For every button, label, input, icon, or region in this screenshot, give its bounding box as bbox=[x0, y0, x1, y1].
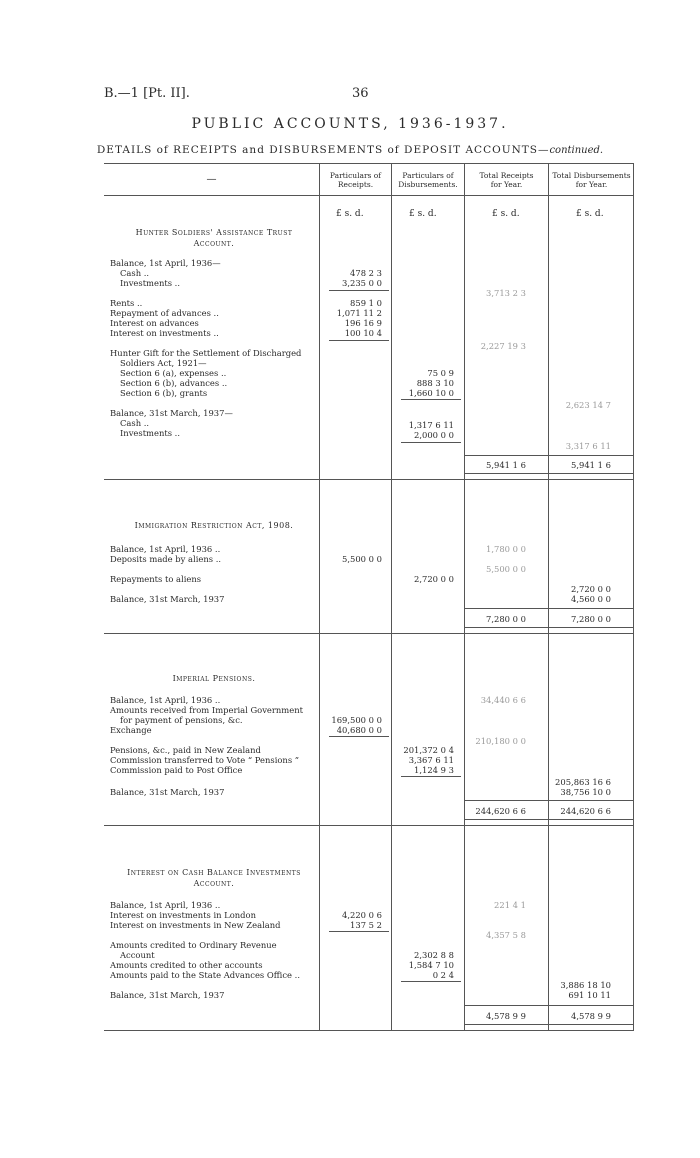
section-title-l2: Account. bbox=[193, 879, 235, 888]
amount: 205,863 16 6 bbox=[555, 777, 611, 787]
currency-c4: £ s. d. bbox=[576, 209, 604, 219]
amount: 3,367 6 11 bbox=[408, 755, 454, 765]
currency-c1: £ s. d. bbox=[336, 209, 364, 219]
col-header-td-l2: for Year. bbox=[575, 180, 608, 189]
table-top-rule bbox=[104, 163, 634, 164]
section-separator bbox=[104, 479, 634, 480]
subtitle-main: DETAILS of RECEIPTS and DISBURSEMENTS of DEPOSIT ACCOUNTS— bbox=[96, 144, 550, 156]
row-label: Balance, 31st March, 1937 bbox=[110, 990, 225, 1000]
row-label: Interest on investments .. bbox=[110, 328, 219, 338]
col-header-disb-l2: Disbursements. bbox=[398, 180, 458, 189]
section-title-l1: Hunter Soldiers' Assistance Trust bbox=[135, 228, 293, 237]
amount: 3,317 6 11 bbox=[565, 441, 611, 451]
row-label: Amounts paid to the State Advances Office .. bbox=[110, 970, 300, 980]
total-rule-bottom bbox=[465, 473, 633, 474]
amount: 34,440 6 6 bbox=[480, 695, 526, 705]
row-label: Interest on investments in New Zealand bbox=[110, 920, 281, 930]
amount: 5,500 0 0 bbox=[486, 564, 526, 574]
amount: 1,780 0 0 bbox=[486, 544, 526, 554]
section-separator bbox=[104, 633, 634, 634]
row-label: Balance, 31st March, 1937 bbox=[110, 787, 225, 797]
sum-rule bbox=[401, 442, 461, 443]
amount: 210,180 0 0 bbox=[475, 736, 526, 746]
amount: 2,623 14 7 bbox=[565, 400, 611, 410]
sum-rule bbox=[401, 399, 461, 400]
col-header-tr-l2: for Year. bbox=[490, 180, 523, 189]
section-separator bbox=[104, 825, 634, 826]
amount: 2,720 0 0 bbox=[414, 574, 454, 584]
report-reference: B.—1 [Pt. II]. bbox=[104, 86, 190, 101]
amount: 2,720 0 0 bbox=[571, 584, 611, 594]
row-label: Interest on advances bbox=[110, 318, 199, 328]
col-header-receipts-l2: Receipts. bbox=[337, 180, 374, 189]
row-label: Soldiers Act, 1921— bbox=[120, 358, 207, 368]
total-rule-bottom bbox=[465, 819, 633, 820]
deposit-accounts-table bbox=[104, 163, 634, 1031]
amount: 137 5 2 bbox=[350, 920, 382, 930]
section-title: Immigration Restriction Act, 1908. bbox=[134, 521, 294, 530]
col-header-total-disbursements bbox=[549, 171, 634, 189]
row-label: Amounts credited to Ordinary Revenue bbox=[110, 940, 277, 950]
subtitle-continued: continued. bbox=[549, 145, 604, 156]
amount: 5,500 0 0 bbox=[342, 554, 382, 564]
sum-rule bbox=[401, 776, 461, 777]
amount: 1,584 7 10 bbox=[408, 960, 454, 970]
grand-total: 5,941 1 6 bbox=[571, 460, 611, 470]
row-label: Exchange bbox=[110, 725, 152, 735]
amount: 3,235 0 0 bbox=[342, 278, 382, 288]
col-header-total-receipts bbox=[465, 171, 548, 189]
row-label: Cash .. bbox=[120, 268, 150, 278]
total-rule-top bbox=[465, 800, 633, 801]
amount: 4,560 0 0 bbox=[571, 594, 611, 604]
amount: 1,071 11 2 bbox=[336, 308, 382, 318]
sum-rule bbox=[329, 290, 389, 291]
col-header-disb-l1: Particulars of bbox=[402, 171, 454, 180]
sum-rule bbox=[329, 340, 389, 341]
total-rule-top bbox=[465, 1005, 633, 1006]
col-header-blank: — bbox=[206, 174, 217, 185]
amount: 888 3 10 bbox=[416, 378, 454, 388]
row-label: Cash .. bbox=[120, 418, 150, 428]
row-label: for payment of pensions, &c. bbox=[120, 715, 243, 725]
row-label: Balance, 1st April, 1936 .. bbox=[110, 695, 221, 705]
section-title: Imperial Pensions. bbox=[172, 674, 256, 683]
amount: 2,302 8 8 bbox=[414, 950, 454, 960]
grand-total: 5,941 1 6 bbox=[486, 460, 526, 470]
amount: 201,372 0 4 bbox=[403, 745, 454, 755]
currency-c3: £ s. d. bbox=[492, 209, 520, 219]
row-label: Balance, 31st March, 1937— bbox=[110, 408, 233, 418]
sum-rule bbox=[401, 981, 461, 982]
amount: 2,227 19 3 bbox=[480, 341, 526, 351]
col-rule-5 bbox=[633, 163, 634, 1031]
col-rule-4 bbox=[548, 163, 549, 1031]
grand-total: 244,620 6 6 bbox=[475, 806, 526, 816]
col-header-disbursements bbox=[392, 171, 464, 189]
grand-total: 7,280 0 0 bbox=[571, 614, 611, 624]
row-label: Repayment of advances .. bbox=[110, 308, 219, 318]
col-header-tr-l1: Total Receipts bbox=[479, 171, 534, 180]
row-label: Investments .. bbox=[120, 428, 180, 438]
amount: 0 2 4 bbox=[432, 970, 454, 980]
row-label: Balance, 1st April, 1936 .. bbox=[110, 544, 221, 554]
row-label: Pensions, &c., paid in New Zealand bbox=[110, 745, 261, 755]
amount: 691 10 11 bbox=[568, 990, 611, 1000]
row-label: Account bbox=[120, 950, 155, 960]
total-rule-bottom bbox=[465, 627, 633, 628]
amount: 100 10 4 bbox=[344, 328, 382, 338]
section-title bbox=[110, 227, 318, 249]
amount: 3,886 18 10 bbox=[560, 980, 611, 990]
amount: 3,713 2 3 bbox=[486, 288, 526, 298]
table-header-rule bbox=[104, 195, 634, 196]
page-title: PUBLIC ACCOUNTS, 1936-1937. bbox=[191, 116, 509, 132]
amount: 478 2 3 bbox=[350, 268, 382, 278]
page-number: 36 bbox=[352, 86, 369, 101]
row-label: Investments .. bbox=[120, 278, 180, 288]
amount: 4,357 5 8 bbox=[486, 930, 526, 940]
amount: 1,317 6 11 bbox=[408, 420, 454, 430]
sum-rule bbox=[329, 736, 389, 737]
row-label: Section 6 (a), expenses .. bbox=[120, 368, 227, 378]
amount: 221 4 1 bbox=[494, 900, 526, 910]
row-label: Balance, 31st March, 1937 bbox=[110, 594, 225, 604]
currency-c2: £ s. d. bbox=[409, 209, 437, 219]
row-label: Commission transferred to Vote “ Pensions ” bbox=[110, 755, 300, 765]
row-label: Amounts received from Imperial Government bbox=[110, 705, 303, 715]
row-label: Repayments to aliens bbox=[110, 574, 202, 584]
row-label: Section 6 (b), advances .. bbox=[120, 378, 228, 388]
section-title bbox=[110, 867, 318, 889]
col-rule-3 bbox=[464, 163, 465, 1031]
amount: 38,756 10 0 bbox=[560, 787, 611, 797]
row-label: Balance, 1st April, 1936— bbox=[110, 258, 221, 268]
amount: 169,500 0 0 bbox=[331, 715, 382, 725]
row-label: Balance, 1st April, 1936 .. bbox=[110, 900, 221, 910]
row-label: Hunter Gift for the Settlement of Discharged bbox=[110, 348, 302, 358]
total-rule-bottom bbox=[465, 1024, 633, 1025]
amount: 1,660 10 0 bbox=[408, 388, 454, 398]
amount: 40,680 0 0 bbox=[336, 725, 382, 735]
grand-total: 4,578 9 9 bbox=[486, 1011, 526, 1021]
col-header-receipts-l1: Particulars of bbox=[329, 171, 382, 180]
row-label: Interest on investments in London bbox=[110, 910, 256, 920]
grand-total: 4,578 9 9 bbox=[571, 1011, 611, 1021]
amount: 4,220 0 6 bbox=[342, 910, 382, 920]
row-label: Amounts credited to other accounts bbox=[110, 960, 263, 970]
amount: 196 16 9 bbox=[344, 318, 382, 328]
amount: 2,000 0 0 bbox=[414, 430, 454, 440]
section-title-l2: Account. bbox=[193, 239, 235, 248]
page-subtitle bbox=[0, 144, 700, 156]
row-label: Commission paid to Post Office bbox=[110, 765, 243, 775]
amount: 75 0 9 bbox=[427, 368, 454, 378]
col-header-receipts bbox=[320, 171, 391, 189]
amount: 1,124 9 3 bbox=[414, 765, 454, 775]
total-rule-top bbox=[465, 608, 633, 609]
table-bottom-rule bbox=[104, 1030, 634, 1031]
total-rule-top bbox=[465, 455, 633, 456]
row-label: Section 6 (b), grants bbox=[120, 388, 208, 398]
section-title-l1: Interest on Cash Balance Investments bbox=[127, 868, 301, 877]
grand-total: 244,620 6 6 bbox=[560, 806, 611, 816]
amount: 859 1 0 bbox=[350, 298, 382, 308]
sum-rule bbox=[329, 931, 389, 932]
row-label: Rents .. bbox=[110, 298, 143, 308]
col-header-td-l1: Total Disbursements bbox=[552, 171, 631, 180]
col-rule-2 bbox=[391, 163, 392, 1031]
grand-total: 7,280 0 0 bbox=[486, 614, 526, 624]
row-label: Deposits made by aliens .. bbox=[110, 554, 222, 564]
